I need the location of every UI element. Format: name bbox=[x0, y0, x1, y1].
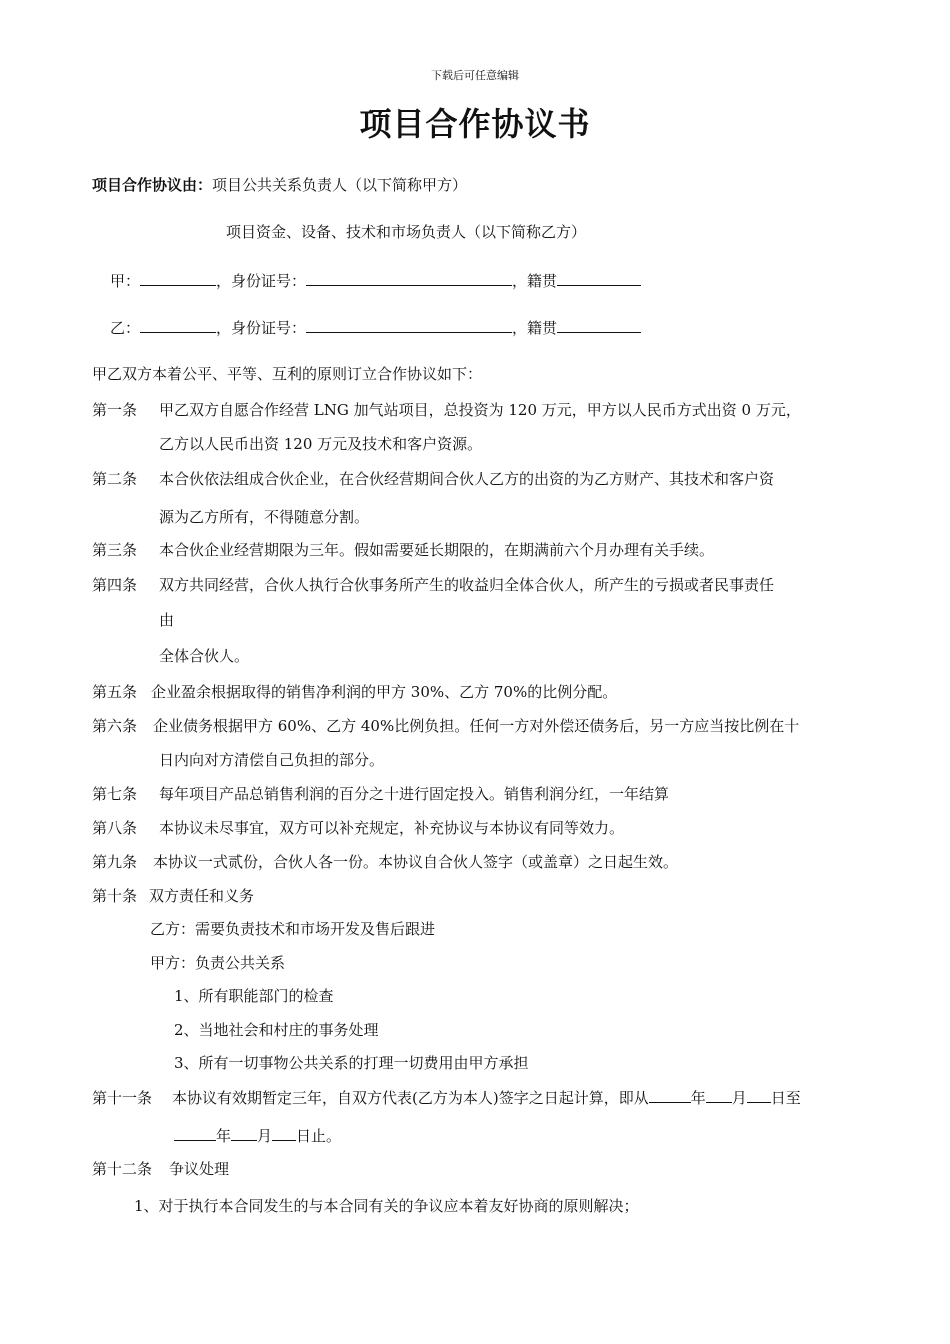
article-text: 争议处理 bbox=[169, 1160, 230, 1178]
article-number: 第四条 bbox=[92, 576, 138, 594]
party-a-role: 项目公共关系负责人（以下简称甲方） bbox=[212, 176, 468, 194]
id-blank bbox=[306, 270, 512, 286]
party-row-b bbox=[110, 317, 641, 338]
duty-item: 1、所有职能部门的检查 bbox=[174, 987, 334, 1005]
article-text: 每年项目产品总销售利润的百分之十进行固定投入。销售利润分红，一年结算 bbox=[159, 785, 670, 803]
party-label: 甲： bbox=[110, 272, 141, 290]
id-label: ，身份证号： bbox=[216, 319, 307, 337]
article-4 bbox=[92, 575, 774, 595]
duty-item: 3、所有一切事物公共关系的打理一切费用由甲方承担 bbox=[174, 1054, 529, 1072]
party-row-a bbox=[110, 270, 641, 291]
article-2 bbox=[92, 469, 774, 489]
article-text: 本合伙依法组成合伙企业，在合伙经营期间合伙人乙方的出资的为乙方财产、其技术和客户资 bbox=[159, 470, 775, 488]
article-text: 企业盈余根据取得的销售净利润的甲方 30%、乙方 70%的比例分配。 bbox=[151, 683, 618, 701]
article-number: 第六条 bbox=[92, 717, 138, 735]
article-number: 第十二条 bbox=[92, 1160, 153, 1178]
article-text: 本合伙企业经营期限为三年。假如需要延长期限的，在期满前六个月办理有关手续。 bbox=[159, 541, 715, 559]
article-number: 第二条 bbox=[92, 470, 138, 488]
article-number: 第三条 bbox=[92, 541, 138, 559]
year-label: 年 bbox=[690, 1089, 706, 1107]
month-label: 月 bbox=[731, 1089, 747, 1107]
article-9 bbox=[92, 852, 678, 872]
name-blank bbox=[140, 270, 216, 286]
year-blank bbox=[174, 1125, 216, 1141]
article-number: 第八条 bbox=[92, 819, 138, 837]
article-text: 全体合伙人。 bbox=[159, 647, 250, 665]
article-number: 第九条 bbox=[92, 853, 138, 871]
article-text: 乙方以人民币出资 120 万元及技术和客户资源。 bbox=[159, 435, 483, 453]
article-text: 源为乙方所有，不得随意分割。 bbox=[159, 508, 370, 526]
article-number: 第五条 bbox=[92, 683, 138, 701]
article-11-end-date bbox=[174, 1125, 341, 1146]
article-text: 由 bbox=[159, 611, 175, 629]
party-label: 乙： bbox=[110, 319, 141, 337]
article-11 bbox=[92, 1087, 801, 1108]
page-header: 下载后可任意编辑 bbox=[431, 69, 519, 82]
article-12 bbox=[92, 1159, 229, 1179]
day-end-label: 日止。 bbox=[296, 1127, 342, 1145]
article-5 bbox=[92, 682, 617, 702]
year-blank bbox=[649, 1087, 691, 1103]
origin-blank bbox=[557, 270, 641, 286]
article-text: 企业债务根据甲方 60%、乙方 40%比例负担。任何一方对外偿还债务后，另一方应当按比例在十 bbox=[153, 717, 800, 735]
preamble: 甲乙双方本着公平、平等、互利的原则订立合作协议如下： bbox=[92, 365, 483, 383]
party-b-role: 项目资金、设备、技术和市场负责人（以下简称乙方） bbox=[226, 223, 587, 241]
dispute-item: 1、对于执行本合同发生的与本合同有关的争议应本着友好协商的原则解决； bbox=[134, 1197, 639, 1215]
article-text: 双方责任和义务 bbox=[149, 887, 255, 905]
article-3 bbox=[92, 540, 714, 560]
article-text: 日内向对方清偿自己负担的部分。 bbox=[159, 751, 385, 769]
article-6 bbox=[92, 716, 799, 736]
article-number: 第十一条 bbox=[92, 1089, 153, 1107]
article-8 bbox=[92, 818, 624, 838]
duty-party-a: 甲方：负责公共关系 bbox=[150, 954, 286, 972]
id-blank bbox=[306, 317, 512, 333]
day-blank bbox=[747, 1087, 771, 1103]
month-blank bbox=[231, 1125, 257, 1141]
intro-lead: 项目合作协议由： bbox=[92, 176, 213, 194]
article-text: 本协议未尽事宜，双方可以补充规定，补充协议与本协议有同等效力。 bbox=[159, 819, 625, 837]
article-10 bbox=[92, 886, 254, 906]
day-blank bbox=[272, 1125, 296, 1141]
duty-party-b: 乙方：需要负责技术和市场开发及售后跟进 bbox=[150, 920, 436, 938]
origin-label: ，籍贯 bbox=[512, 319, 558, 337]
intro-party-a bbox=[92, 175, 467, 195]
year-label: 年 bbox=[216, 1127, 232, 1145]
article-number: 第一条 bbox=[92, 401, 138, 419]
article-7 bbox=[92, 784, 669, 804]
article-text: 双方共同经营，合伙人执行合伙事务所产生的收益归全体合伙人，所产生的亏损或者民事责任 bbox=[159, 576, 775, 594]
article-text: 甲乙双方自愿合作经营 LNG 加气站项目，总投资为 120 万元，甲方以人民币方式出资 0 万元， bbox=[159, 401, 801, 419]
id-label: ，身份证号： bbox=[216, 272, 307, 290]
article-1 bbox=[92, 400, 801, 420]
article-number: 第十条 bbox=[92, 887, 138, 905]
article-text: 本协议有效期暂定三年，自双方代表(乙方为本人)签字之日起计算，即从 bbox=[172, 1089, 649, 1107]
month-blank bbox=[706, 1087, 732, 1103]
origin-blank bbox=[557, 317, 641, 333]
month-label: 月 bbox=[257, 1127, 273, 1145]
article-text: 本协议一式贰份，合伙人各一份。本协议自合伙人签字（或盖章）之日起生效。 bbox=[153, 853, 679, 871]
article-number: 第七条 bbox=[92, 785, 138, 803]
day-to-label: 日至 bbox=[770, 1089, 801, 1107]
document-title: 项目合作协议书 bbox=[359, 105, 591, 143]
duty-item: 2、当地社会和村庄的事务处理 bbox=[174, 1021, 379, 1039]
origin-label: ，籍贯 bbox=[512, 272, 558, 290]
name-blank bbox=[140, 317, 216, 333]
